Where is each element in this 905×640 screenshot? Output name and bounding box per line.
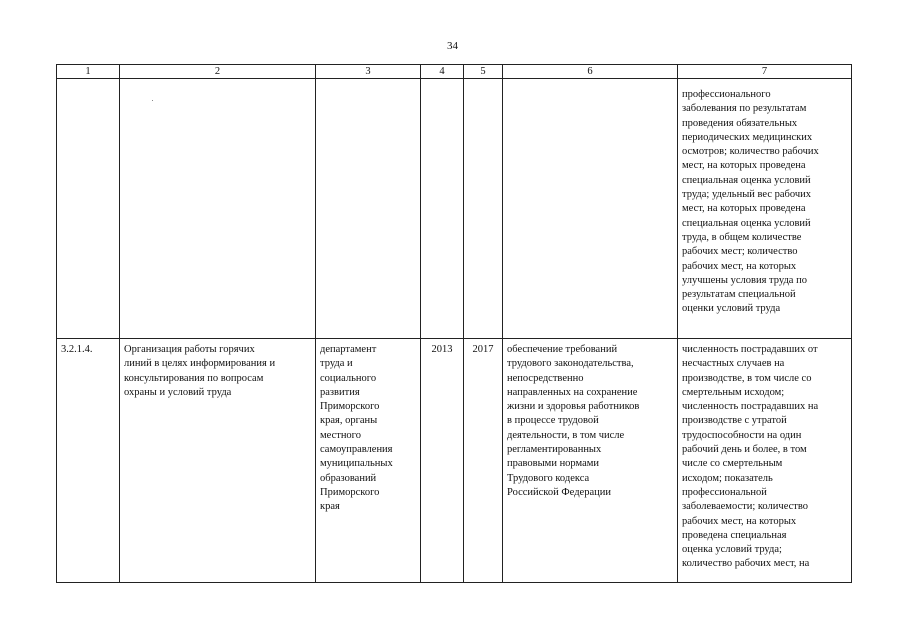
cell-empty — [57, 79, 120, 339]
header-col-7: 7 — [678, 65, 852, 79]
activity-cell: Организация работы горячих линий в целях информирования и консультирования по вопросам охраны и условий труда — [120, 339, 316, 583]
page-number: 34 — [447, 40, 458, 52]
header-col-2: 2 — [120, 65, 316, 79]
table-row-continued — [57, 79, 852, 339]
item-number-cell: 3.2.1.4. — [57, 339, 120, 583]
result-cell: обеспечение требований трудового законодательства, непосредственно направленных на сохранение жизни и здоровья работников в процессе трудовой деятельности, в том числе регламентированных правовыми нормами Трудового кодекса Российской Федерации — [503, 339, 678, 583]
table-row — [57, 339, 852, 583]
cell-empty — [421, 79, 464, 339]
indicators-cell: численность пострадавших от несчастных случаев на производстве, в том числе со смертельным исходом; численность пострадавших на производстве с утратой трудоспособности на один рабочий день и более, в том числе со смертельным исходом; показатель профессиональной заболеваемости; количество рабочих мест, на которых проведена специальная оценка условий труда; количество рабочих мест, на — [678, 339, 852, 583]
header-col-5: 5 — [464, 65, 503, 79]
program-table — [56, 64, 852, 583]
table-header-row — [57, 65, 852, 79]
start-year-cell: 2013 — [421, 339, 464, 583]
header-col-6: 6 — [503, 65, 678, 79]
header-col-4: 4 — [421, 65, 464, 79]
cell-empty — [464, 79, 503, 339]
cell-empty — [120, 79, 316, 339]
indicators-continued-cell: профессионального заболевания по результатам проведения обязательных периодических медицинских осмотров; количество рабочих мест, на которых проведена специальная оценка условий труда; удельный вес рабочих мест, на которых проведена специальная оценка условий труда, в общем количестве рабочих мест; количество рабочих мест, на которых улучшены условия труда по результатам специальной оценки условий труда — [678, 79, 852, 339]
executor-cell: департамент труда и социального развития Приморского края, органы местного самоуправления муниципальных образований Приморского края — [316, 339, 421, 583]
scan-speck — [152, 100, 153, 101]
end-year-cell: 2017 — [464, 339, 503, 583]
header-col-3: 3 — [316, 65, 421, 79]
cell-empty — [316, 79, 421, 339]
header-col-1: 1 — [57, 65, 120, 79]
cell-empty — [503, 79, 678, 339]
